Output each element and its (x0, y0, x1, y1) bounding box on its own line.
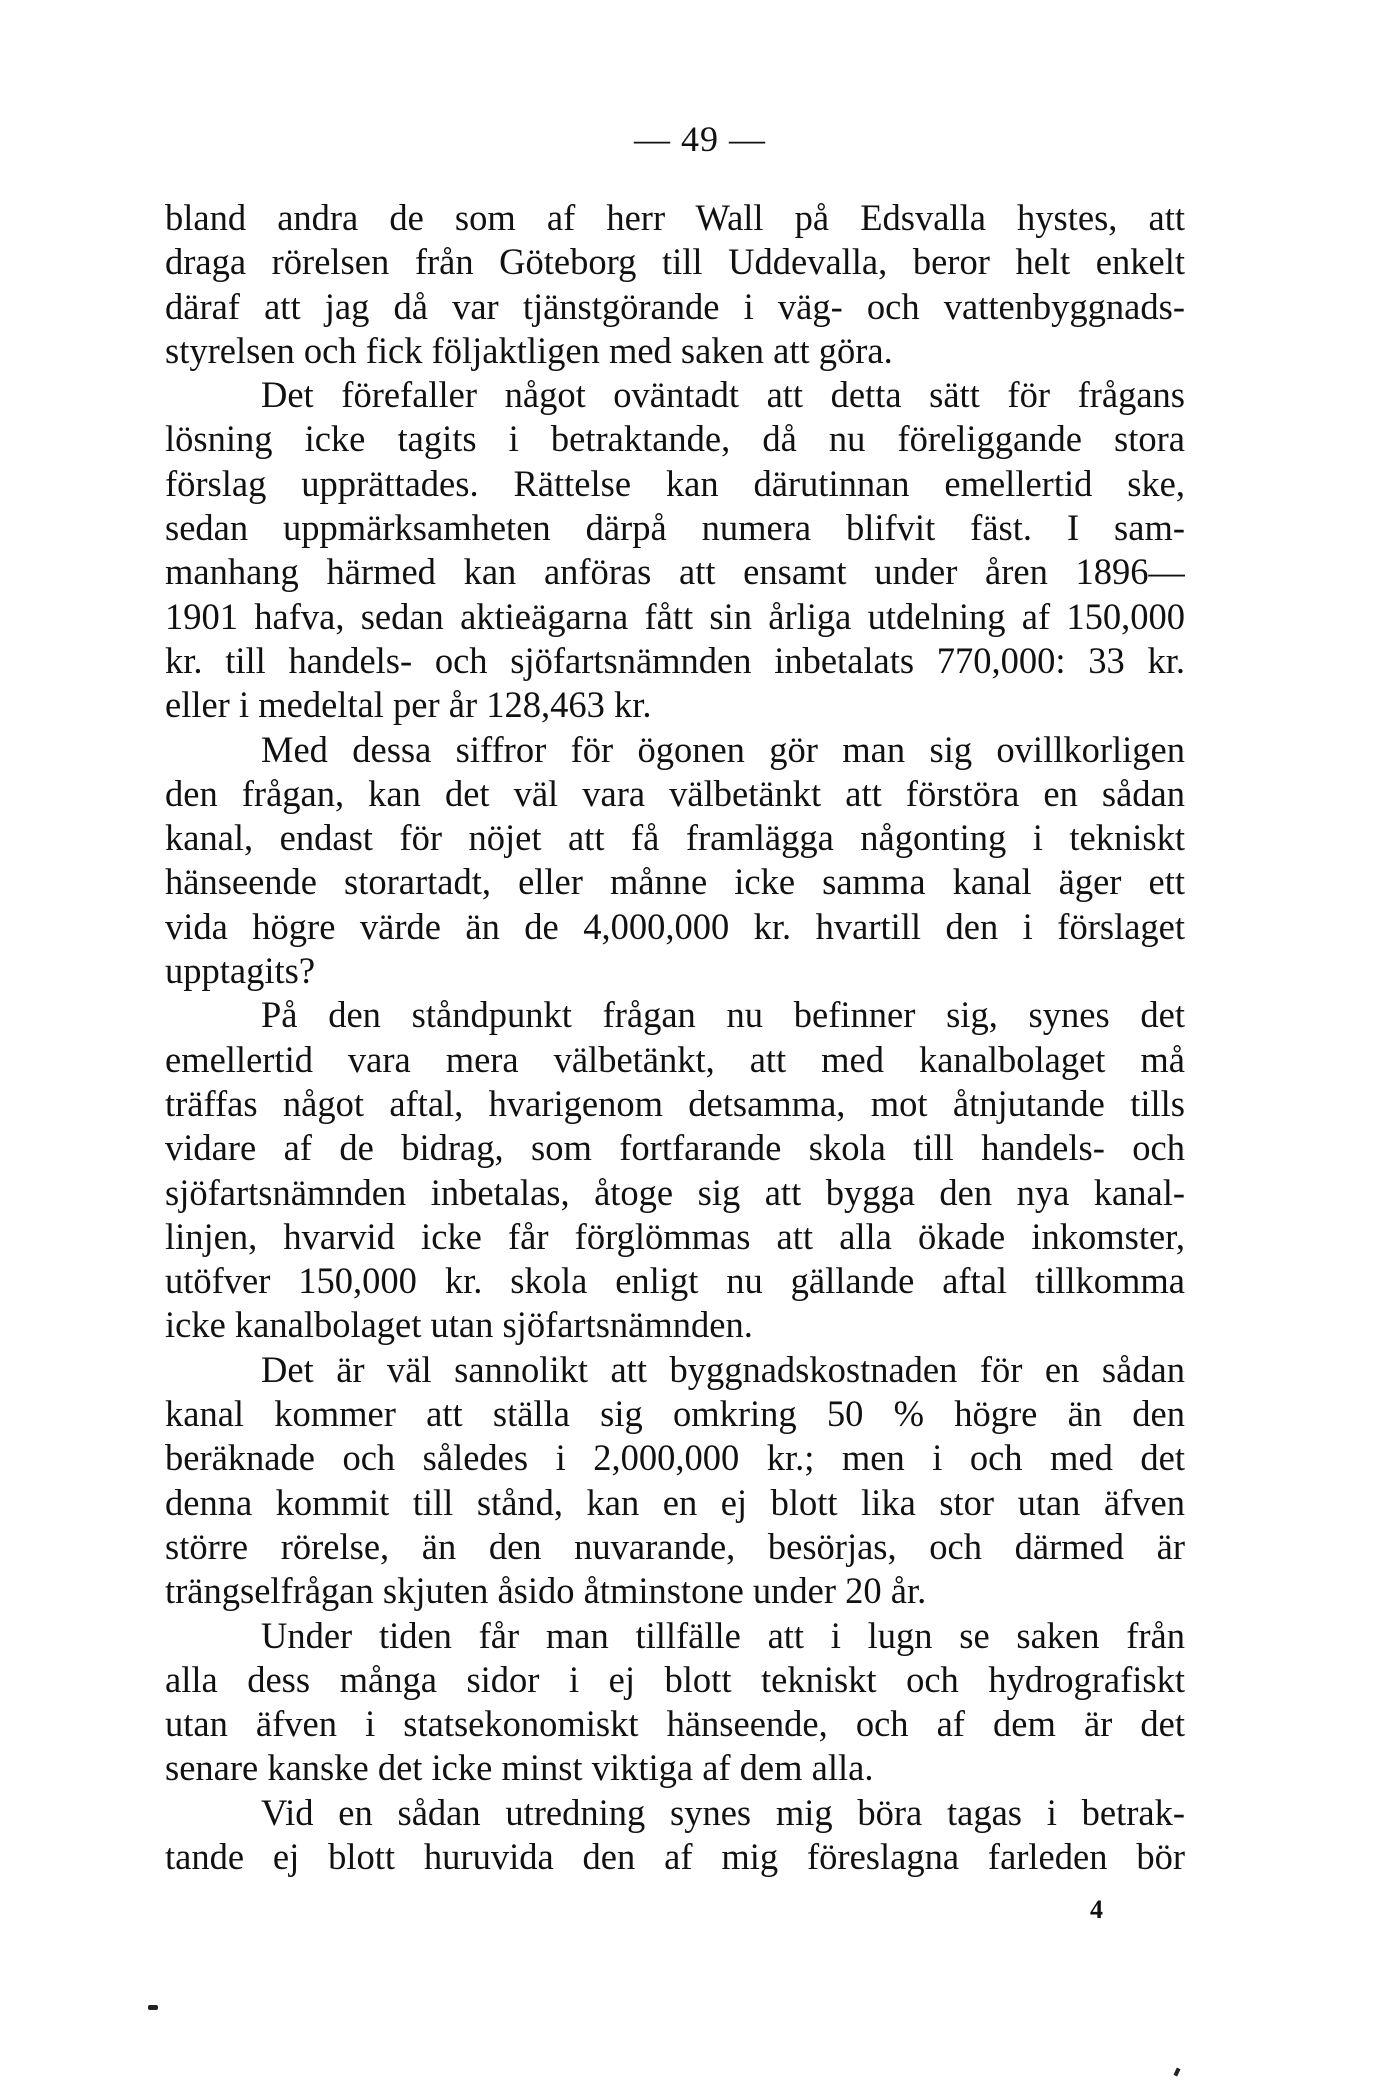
text-line: förslag upprättades. Rättelse kan därutinnan emellertid ske, (165, 462, 1185, 504)
text-line: styrelsen och fick följaktligen med saken att göra. (165, 329, 893, 371)
text-line: hänseende storartadt, eller månne icke samma kanal äger ett (165, 861, 1185, 903)
text-line: kanal, endast för nöjet att få framlägga någonting i tekniskt (165, 817, 1185, 859)
text-line: sjöfartsnämnden inbetalas, åtoge sig att bygga den nya kanal- (165, 1171, 1185, 1213)
text-line: träffas något aftal, hvarigenom detsamma, mot åtnjutande tills (165, 1082, 1185, 1124)
text-line: lösning icke tagits i betraktande, då nu föreliggande stora (165, 418, 1185, 460)
text-line: Med dessa siffror för ögonen gör man sig ovillkorligen (261, 728, 1185, 770)
text-line: den frågan, kan det väl vara välbetänkt att förstöra en sådan (165, 772, 1185, 814)
text-line: manhang härmed kan anföras att ensamt under åren 1896— (165, 551, 1185, 593)
ink-speck (148, 2005, 158, 2010)
page-number: — 49 — (634, 119, 766, 159)
text-line: tande ej blott huruvida den af mig föreslagna farleden bör (165, 1835, 1185, 1877)
text-line: däraf att jag då var tjänstgörande i väg- och vattenbyggnads- (165, 285, 1185, 327)
text-line: Vid en sådan utredning synes mig böra tagas i betrak- (261, 1791, 1185, 1833)
signature-mark: 4 (1090, 1895, 1103, 1924)
text-line: kanal kommer att ställa sig omkring 50 % högre än den (165, 1393, 1185, 1435)
text-line: kr. till handels- och sjöfartsnämnden inbetalats 770,000: 33 kr. (165, 639, 1185, 681)
text-line: 1901 hafva, sedan aktieägarna fått sin årliga utdelning af 150,000 (165, 595, 1185, 637)
text-line: trängselfrågan skjuten åsido åtminstone under 20 år. (165, 1570, 927, 1612)
text-line: På den ståndpunkt frågan nu befinner sig, synes det (261, 994, 1185, 1036)
text-line: sedan uppmärksamheten därpå numera blifvit fäst. I sam- (165, 507, 1185, 549)
text-line: större rörelse, än den nuvarande, besörjas, och därmed är (165, 1525, 1185, 1567)
text-line: Det förefaller något oväntadt att detta sätt för frågans (261, 374, 1185, 416)
text-line: utan äfven i statsekonomiskt hänseende, och af dem är det (165, 1703, 1185, 1745)
text-line: linjen, hvarvid icke får förglömmas att alla ökade inkomster, (165, 1215, 1185, 1257)
text-line: vidare af de bidrag, som fortfarande skola till handels- och (165, 1127, 1185, 1169)
body-text (165, 196, 1185, 1879)
text-line: icke kanalbolaget utan sjöfartsnämnden. (165, 1304, 753, 1346)
text-line: draga rörelsen från Göteborg till Uddevalla, beror helt enkelt (165, 241, 1185, 283)
text-line: Det är väl sannolikt att byggnadskostnaden för en sådan (261, 1348, 1185, 1390)
ink-speck (1173, 2068, 1180, 2077)
text-line: utöfver 150,000 kr. skola enligt nu gällande aftal tillkomma (165, 1260, 1185, 1302)
text-line: denna kommit till stånd, kan en ej blott lika stor utan äfven (165, 1481, 1185, 1523)
text-line: Under tiden får man tillfälle att i lugn se saken från (261, 1614, 1185, 1656)
text-line: upptagits? (165, 950, 316, 992)
text-line: senare kanske det icke minst viktiga af dem alla. (165, 1747, 874, 1789)
text-line: alla dess många sidor i ej blott tekniskt och hydrografiskt (165, 1658, 1185, 1700)
text-line: beräknade och således i 2,000,000 kr.; men i och med det (165, 1437, 1185, 1479)
text-line: emellertid vara mera välbetänkt, att med kanalbolaget må (165, 1038, 1185, 1080)
text-line: eller i medeltal per år 128,463 kr. (165, 684, 652, 726)
text-line: vida högre värde än de 4,000,000 kr. hvartill den i förslaget (165, 905, 1185, 947)
text-line: bland andra de som af herr Wall på Edsvalla hystes, att (165, 197, 1185, 238)
